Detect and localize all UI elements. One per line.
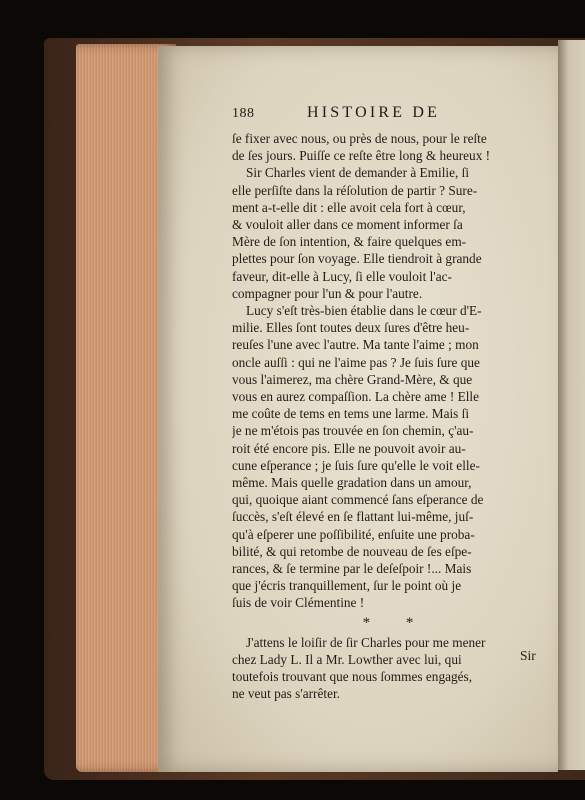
facing-page-edge	[558, 40, 585, 770]
text-line: compagner pour l'un & pour l'autre.	[232, 285, 423, 301]
text-line: ſe fixer avec nous, ou près de nous, pour le reſte	[232, 131, 487, 146]
page-number: 188	[232, 106, 255, 121]
text-line: vous l'aimerez, ma chère Grand-Mère, & que	[232, 371, 473, 387]
text-line: plettes pour ſon voyage. Elle tiendroit à grande	[232, 251, 482, 267]
text-line: rances, & ſe termine par le deſeſpoir !... Mais	[232, 561, 472, 577]
page-text	[232, 104, 544, 703]
paragraph-3	[232, 302, 544, 612]
text-line: milie. Elles ſont toutes deux ſures d'être heu-	[232, 320, 470, 336]
text-line: Lucy s'eſt très-bien établie dans le cœur d'E-	[246, 303, 482, 319]
running-head: HISTOIRE DE	[307, 104, 441, 121]
paragraph-4	[232, 634, 544, 703]
text-line: Mère de ſon intention, & faire quelques em-	[232, 234, 467, 250]
text-line: que j'écris tranquillement, ſur le point où je	[232, 578, 462, 594]
text-line: faveur, dit-elle à Lucy, ſi elle vouloit l'ac-	[232, 268, 452, 284]
text-line: ſuis de voir Clémentine !	[232, 595, 365, 611]
text-line: cune eſperance ; je ſuis ſure qu'elle le voit elle-	[232, 457, 480, 473]
text-line: chez Lady L. Il a Mr. Lowther avec lui, qui	[232, 651, 462, 667]
text-line: ment a-t-elle dit : elle avoit cela fort à cœur,	[232, 199, 466, 215]
text-line: elle perſiſte dans la réſolution de partir ? Sure-	[232, 182, 478, 198]
text-line: & vouloit aller dans ce moment informer ſa	[232, 217, 463, 233]
text-line: reuſes l'une avec l'autre. Ma tante l'aime ; mon	[232, 337, 479, 353]
text-line: qu'à eſperer une poſſibilité, enſuite une proba-	[232, 526, 475, 542]
text-line: vous en aurez compaſſion. La chère ame ! Elle	[232, 389, 479, 405]
text-line: toutefois trouvant que nous ſommes engagés,	[232, 669, 473, 685]
text-line: ne veut pas s'arrêter.	[232, 686, 340, 702]
catchword: Sir	[520, 648, 536, 663]
text-line: bilité, & qui retombe de nouveau de ſes eſpe-	[232, 543, 472, 559]
text-line: me coûte de tems en tems une larme. Mais ſi	[232, 406, 470, 422]
text-line: J'attens le loiſir de ſir Charles pour me mener	[246, 634, 486, 650]
section-ornament: * *	[362, 614, 430, 631]
text-line: je ne m'étois pas trouvée en ſon chemin, ç'au-	[232, 423, 474, 439]
text-line: roit été encore pis. Elle ne pouvoit avoir au-	[232, 440, 466, 456]
text-line: Sir Charles vient de demander à Emilie, ſi	[246, 165, 470, 181]
text-line: qui, quoique aiant commencé ſans eſperance de	[232, 492, 484, 508]
text-line: ſuccès, s'eſt élevé en ſe flattant lui-même, juſ-	[232, 509, 474, 525]
text-line: de ſes jours. Puiſſe ce reſte être long & heureux !	[232, 148, 491, 164]
text-line: même. Mais quelle gradation dans un amour,	[232, 475, 472, 491]
paragraph-2	[232, 164, 544, 302]
paragraph-1	[232, 130, 544, 164]
page-header	[232, 104, 544, 130]
text-line: oncle auſſi : qui ne l'aime pas ? Je ſuis ſure que	[232, 354, 480, 370]
